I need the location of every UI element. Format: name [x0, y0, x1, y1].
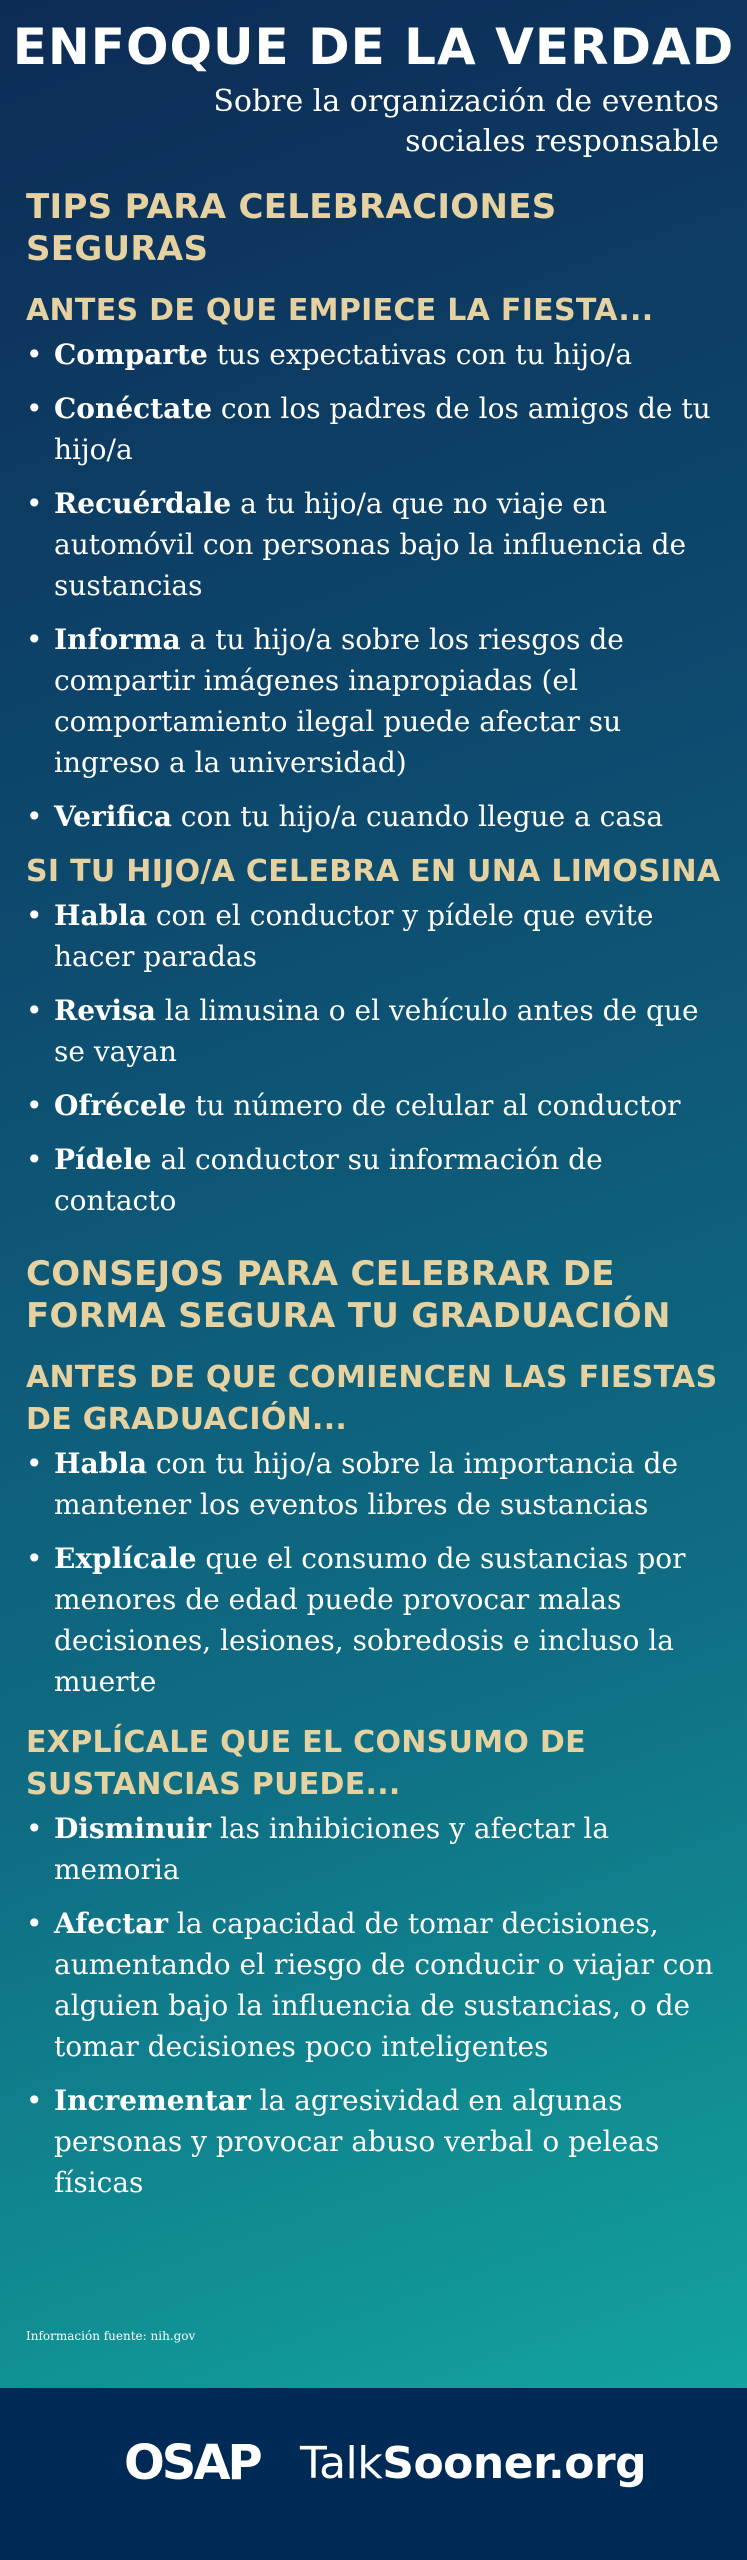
page-subtitle: Sobre la organización de eventos sociales responsable	[213, 84, 719, 159]
subheading-before-party: ANTES DE QUE EMPIECE LA FIESTA...	[26, 293, 654, 328]
logo-talk-text: Talk	[300, 2438, 383, 2489]
subheading-limousine: SI TU HIJO/A CELEBRA EN UNA LIMOSINA	[26, 854, 721, 889]
subheading-before-graduation: ANTES DE QUE COMIENCEN LAS FIESTAS DE GRADUACIÓN...	[26, 1360, 718, 1437]
list-item: • Conéctate con los padres de los amigos de tu hijo/a	[26, 388, 726, 470]
list-item: • Explícale que el consumo de sustancias por menores de edad puede provocar malas decisiones, lesiones, sobredosis e incluso la muerte	[26, 1538, 726, 1702]
list-item: • Habla con tu hijo/a sobre la importancia de mantener los eventos libres de sustancias	[26, 1443, 726, 1525]
list-item: • Verifica con tu hijo/a cuando llegue a casa	[26, 796, 726, 837]
list-item: • Habla con el conductor y pídele que evite hacer paradas	[26, 895, 726, 977]
list-item: • Ofrécele tu número de celular al conductor	[26, 1085, 726, 1126]
logo-org-text: .org	[548, 2438, 647, 2489]
osap-logo: OSAP	[124, 2435, 260, 2491]
list-item: • Recuérdale a tu hijo/a que no viaje en automóvil con personas bajo la influencia de sustancias	[26, 483, 726, 606]
list-before-graduation	[26, 1443, 726, 1702]
list-item: • Pídele al conductor su información de contacto	[26, 1139, 726, 1221]
content	[26, 186, 726, 2203]
list-item: • Revisa la limusina o el vehículo antes de que se vayan	[26, 990, 726, 1072]
talksooner-logo[interactable]	[300, 2438, 646, 2489]
list-item: • Informa a tu hijo/a sobre los riesgos de compartir imágenes inapropiadas (el comportamiento ilegal puede afectar su ingreso a la universidad)	[26, 619, 726, 783]
list-substance-effects	[26, 1808, 726, 2203]
section-title-tips: TIPS PARA CELEBRACIONES SEGURAS	[26, 187, 557, 269]
list-item: • Disminuir las inhibiciones y afectar la memoria	[26, 1808, 726, 1890]
list-limousine	[26, 895, 726, 1221]
list-item: • Afectar la capacidad de tomar decisiones, aumentando el riesgo de conducir o viajar con alguien bajo la influencia de sustancias, o de tomar decisiones poco inteligentes	[26, 1903, 726, 2067]
source-note: Información fuente: nih.gov	[26, 2329, 196, 2343]
section-title-graduation: CONSEJOS PARA CELEBRAR DE FORMA SEGURA TU GRADUACIÓN	[26, 1254, 671, 1336]
page-title: ENFOQUE DE LA VERDAD	[12, 18, 735, 76]
list-item: • Incrementar la agresividad en algunas personas y provocar abuso verbal o peleas físicas	[26, 2080, 726, 2203]
list-before-party	[26, 334, 726, 837]
subheading-substance-effects: EXPLÍCALE QUE EL CONSUMO DE SUSTANCIAS PUEDE...	[26, 1725, 586, 1802]
logo-sooner-text: Sooner	[382, 2438, 549, 2489]
list-item: • Comparte tus expectativas con tu hijo/a	[26, 334, 726, 375]
